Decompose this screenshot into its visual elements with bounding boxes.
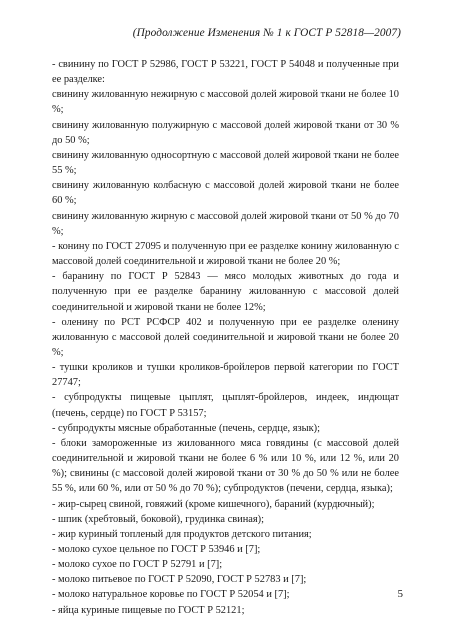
- page-number: 5: [397, 588, 403, 600]
- paragraph-pork-sausage: свинину жилованную колбасную с массовой долей жировой ткани не более 60 %;: [52, 180, 399, 207]
- paragraph-pork-lean: свинину жилованную нежирную с массовой долей жировой ткани не более 10 %;: [52, 89, 399, 116]
- paragraph-pork-fat: свинину жилованную жирную с массовой долей жировой ткани от 50 % до 70 %;: [52, 210, 399, 237]
- paragraph-poultry-offal: - субпродукты пищевые цыплят, цыплят-бройлеров, индеек, индющат (печень, сердце) по ГОСТ Р 53157;: [52, 392, 399, 419]
- paragraph-chicken-fat: - жир куриный топленый для продуктов детского питания;: [52, 528, 312, 540]
- paragraph-raw-cow-milk: - молоко натуральное коровье по ГОСТ Р 52054 и [7];: [52, 589, 290, 601]
- paragraph-whole-milk-powder: - молоко сухое цельное по ГОСТ Р 53946 и [7];: [52, 544, 261, 555]
- running-header: (Продолжение Изменения № 1 к ГОСТ Р 52818—2007): [132, 27, 401, 39]
- paragraph-mutton: - баранину по ГОСТ Р 52843 — мясо молодых животных до года и полученную при ее разделке баранину жилованную с массовой долей соединительной и жировой ткани не более 12%;: [52, 271, 399, 313]
- paragraph-raw-fat: - жир-сырец свиной, говяжий (кроме кишечного), бараний (курдючный);: [52, 498, 375, 510]
- body-text: [52, 57, 399, 618]
- paragraph-lard: - шпик (хребтовый, боковой), грудинка свиная);: [52, 513, 265, 525]
- paragraph-drinking-milk: - молоко питьевое по ГОСТ Р 52090, ГОСТ Р 52783 и [7];: [52, 574, 307, 586]
- paragraph-pork-semifat: свинину жилованную полужирную с массовой долей жировой ткани от 30 % до 50 %;: [52, 119, 399, 146]
- paragraph-chicken-eggs: - яйца куриные пищевые по ГОСТ Р 52121;: [52, 604, 245, 616]
- paragraph-pork-single-grade: свинину жилованную односортную с массовой долей жировой ткани не более 55 %;: [52, 149, 399, 177]
- paragraph-meat-offal: - субпродукты мясные обработанные (печень, сердце, язык);: [52, 422, 321, 434]
- paragraph-venison: - оленину по РСТ РСФСР 402 и полученную при ее разделке оленину жилованную с массовой долей соединительной и жировой ткани не более 20 %;: [52, 316, 399, 358]
- paragraph-horse-meat: - конину по ГОСТ 27095 и полученную при ее разделке конину жилованную с массовой долей соединительной и жировой ткани не более 20 %;: [52, 240, 399, 268]
- paragraph-pork: - свинину по ГОСТ Р 52986, ГОСТ Р 53221, ГОСТ Р 54048 и полученные при ее разделке:: [52, 59, 399, 86]
- paragraph-milk-powder: - молоко сухое по ГОСТ Р 52791 и [7];: [52, 559, 223, 571]
- paragraph-rabbit: - тушки кроликов и тушки кроликов-бройлеров первой категории по ГОСТ 27747;: [52, 362, 399, 389]
- paragraph-frozen-blocks: - блоки замороженные из жилованного мяса говядины (с массовой долей соединительной и жировой ткани не более 6 % или 10 %, или 12 %, или 20 %); свинины (с массовой долей жировой ткани от 30 % до 50 % или не более 55 %, или 60 %, или от 50 % до 70 %); субпродуктов (печени, сердца, языка);: [52, 437, 399, 495]
